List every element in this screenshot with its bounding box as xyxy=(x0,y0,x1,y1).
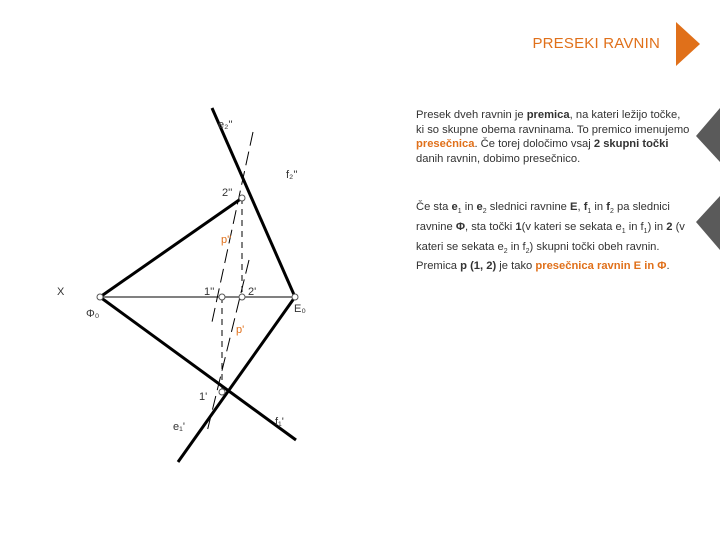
label-p-front: p'' xyxy=(221,234,232,246)
paragraph-definition: Presek dveh ravnin je premica, na kateri ležijo točke, ki so skupne obema ravninama. To premico imenujemo presečnica. Če torej določimo vsaj 2 skupni točki danih ravnin, dobimo presečnico. xyxy=(416,109,690,165)
label-point-2-top: 2' xyxy=(248,286,257,298)
label-e1: e₁' xyxy=(173,421,185,433)
point-phi0 xyxy=(97,294,103,300)
label-point-2-front: 2'' xyxy=(222,187,233,199)
label-f2: f₂'' xyxy=(286,169,298,181)
label-e2: e₂'' xyxy=(218,119,233,131)
label-p-top: p' xyxy=(236,324,245,336)
trace-f1-top xyxy=(178,297,295,462)
label-point-1-top: 1' xyxy=(199,391,208,403)
trace-f2-front xyxy=(212,108,295,297)
label-f1: f₁' xyxy=(275,416,284,428)
trace-e1-top xyxy=(100,297,296,440)
label-point-1-front: 1'' xyxy=(204,286,215,298)
point-1-front xyxy=(219,294,225,300)
axis-x-label: X xyxy=(57,286,65,298)
point-1-top xyxy=(219,389,225,395)
point-e0 xyxy=(292,294,298,300)
point-2-top xyxy=(239,294,245,300)
intersection-line-front xyxy=(212,132,253,322)
label-phi0: Φ₀ xyxy=(86,308,100,320)
point-2-front xyxy=(239,195,245,201)
label-e0: Ε₀ xyxy=(294,303,306,315)
page-title: PRESEKI RAVNIN xyxy=(532,35,660,52)
paragraph-explanation: Če sta $e_1$ in $e_2$ slednici ravnine Ε, $f_1$ in $f_2$ pa slednici ravnine Φ, sta točki 1(v kateri se sekata $e_1$ in $f_1$) in 2 (v kateri se sekata $e_2$ in $f_2$) skupni točki obeh ravnin. Premica p (1, 2) je tako presečnica ravnin Ε in Φ. xyxy=(416,201,685,273)
